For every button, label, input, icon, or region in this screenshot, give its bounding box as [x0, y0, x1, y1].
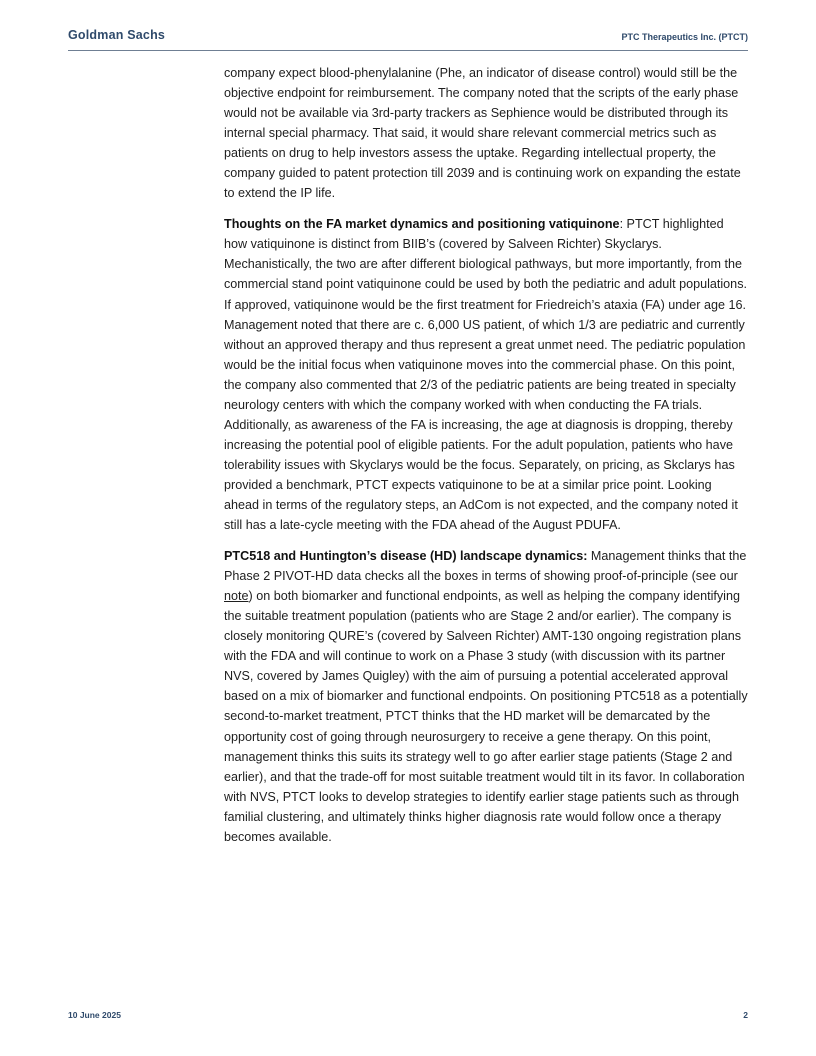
fa-section-body: : PTCT highlighted how vatiquinone is distinct from BIIB’s (covered by Salveen Richter) Skyclarys. Mechanistically, the two are after different biological pathways, but more importantly, from the commercial stand point vatiquinone could be used by both the pediatric and adult populations. If approved, vatiquinone would be the first treatment for Friedreich’s ataxia (FA) under age 16. Management noted that there are c. 6,000 US patient, of which 1/3 are pediatric and currently without an approved therapy and thus represent a great unmet need. The pediatric population would be the initial focus when vatiquinone moves into the commercial phase. On this point, the company also commented that 2/3 of the pediatric patients are being treated in specialty neurology centers with which the company worked with when conducting the FA trials. Additionally, as awareness of the FA is increasing, the age at diagnosis is dropping, thereby increasing the potential pool of eligible patients. For the adult population, patients who have tolerability issues with Skyclarys would be the focus. Separately, on pricing, as Skclarys has provided a benchmark, PTCT expects vatiquinone to be at a similar price point. Looking ahead in terms of the regulatory steps, an AdCom is not expected, and the company noted it still has a late-cycle meeting with the FDA ahead of the August PDUFA. [224, 217, 747, 533]
header-divider [68, 50, 748, 51]
paragraph-hd-landscape [224, 546, 748, 847]
paragraph-fa-market [224, 214, 748, 535]
note-link[interactable]: note [224, 589, 249, 604]
hd-section-body-b: ) on both biomarker and functional endpoints, as well as helping the company identifying the suitable treatment population (patients who are Stage 2 and/or earlier). The company is closely monitoring QURE’s (covered by Salveen Richter) AMT-130 ongoing registration plans with the FDA and will continue to work on a Phase 3 study (with discussion with its partner NVS, covered by James Quigley) with the aim of pursuing a potential accelerated approval based on a mix of biomarker and functional endpoints. On positioning PTC518 as a potentially second-to-market treatment, PTCT thinks that the HD market will be demarcated by the opportunity cost of going through neurosurgery to receive a gene therapy. On this point, management thinks this suits its strategy well to go after earlier stage patients (Stage 2 and earlier), and that the trade-off for most suitable treatment would tilt in its favor. In collaboration with NVS, PTCT looks to develop strategies to identify earlier stage patients such as through familial clustering, and ultimately thinks higher diagnosis rate would follow once a therapy becomes available. [224, 589, 748, 844]
paragraph-ip-reimbursement: company expect blood-phenylalanine (Phe, an indicator of disease control) would still be the objective endpoint for reimbursement. The company noted that the scripts of the early phase would not be available via 3rd-party trackers as Sephience would be distributed through its internal special pharmacy. That said, it would share relevant commercial metrics such as patients on drug to help investors assess the uptake. Regarding intellectual property, the company guided to patent protection till 2039 and is continuing work on expanding the estate to extend the IP life. [224, 66, 741, 201]
fa-section-heading: Thoughts on the FA market dynamics and positioning vatiquinone [224, 217, 620, 232]
page-number: 2 [743, 1010, 748, 1020]
company-title: PTC Therapeutics Inc. (PTCT) [621, 32, 748, 42]
brand-name: Goldman Sachs [68, 28, 166, 42]
hd-section-heading: PTC518 and Huntington’s disease (HD) landscape dynamics: [224, 549, 588, 564]
report-body [224, 63, 748, 858]
hd-section-body-a: Management thinks that the Phase 2 PIVOT-HD data checks all the boxes in terms of showing proof-of-principle (see our [224, 549, 747, 584]
publication-date: 10 June 2025 [68, 1010, 121, 1020]
